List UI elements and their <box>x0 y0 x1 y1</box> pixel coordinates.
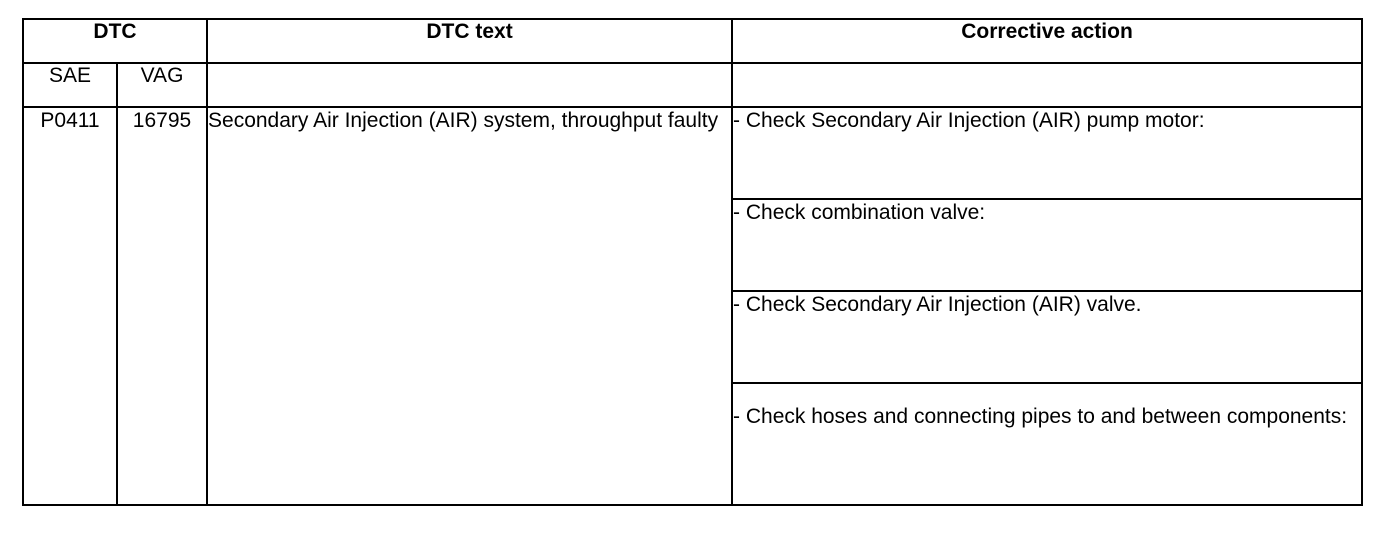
cell-sae-code: P0411 <box>23 107 117 505</box>
cell-action-2: - Check combination valve: <box>732 199 1362 291</box>
cell-action-4: - Check hoses and connecting pipes to and between components: <box>732 383 1362 505</box>
subheader-row <box>23 63 1362 107</box>
subheader-empty-action <box>732 63 1362 107</box>
cell-action-1: - Check Secondary Air Injection (AIR) pump motor: <box>732 107 1362 199</box>
cell-action-3: - Check Secondary Air Injection (AIR) valve. <box>732 291 1362 383</box>
table-row <box>23 107 1362 199</box>
dtc-table <box>22 18 1363 506</box>
subheader-sae: SAE <box>23 63 117 107</box>
header-corrective-action: Corrective action <box>732 19 1362 63</box>
cell-vag-code: 16795 <box>117 107 207 505</box>
cell-dtc-text: Secondary Air Injection (AIR) system, throughput faulty <box>207 107 732 505</box>
subheader-vag: VAG <box>117 63 207 107</box>
header-dtc: DTC <box>23 19 207 63</box>
header-dtc-text: DTC text <box>207 19 732 63</box>
subheader-empty-text <box>207 63 732 107</box>
header-row <box>23 19 1362 63</box>
